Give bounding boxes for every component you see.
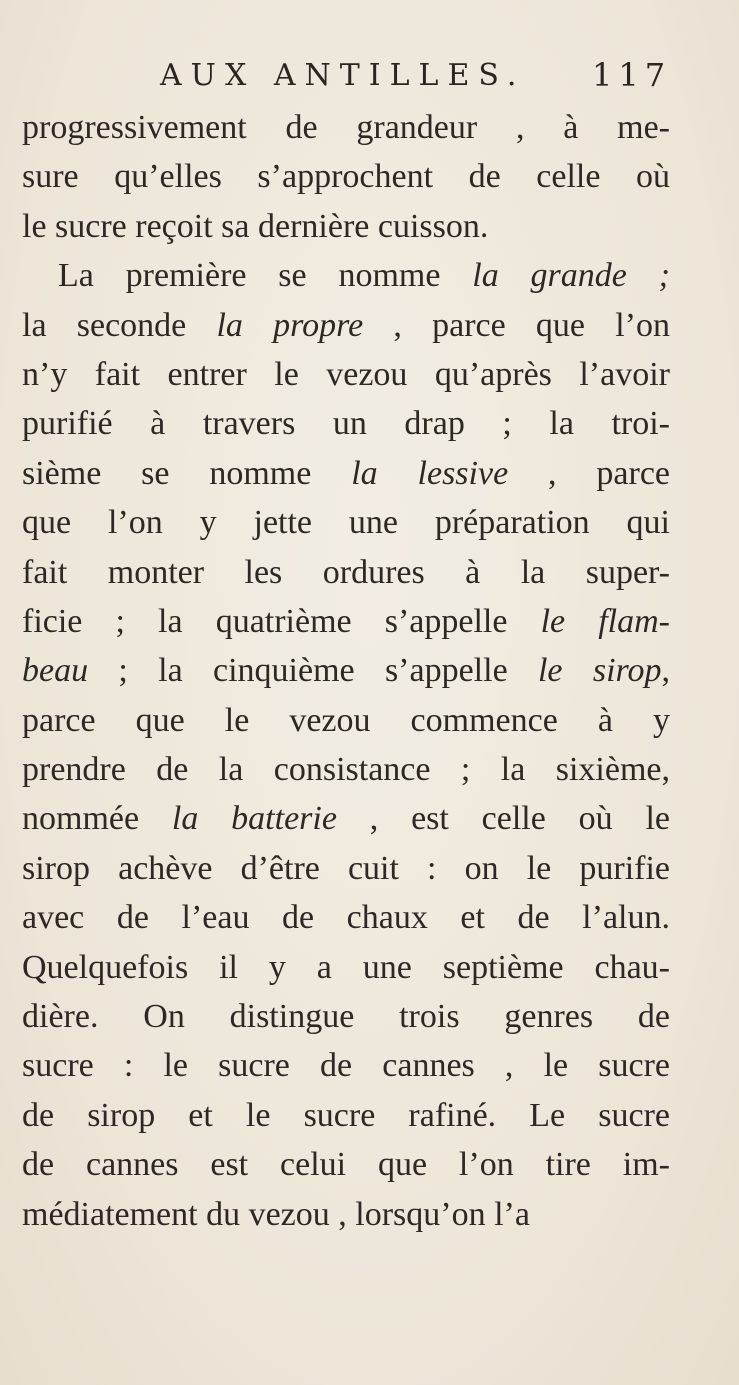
page-number: 117 [592, 56, 672, 94]
text-run: le sucre reçoit sa dernière cuisson. [22, 207, 489, 245]
text-run: avec de l’eau de chaux et de l’alun. [22, 899, 670, 937]
text-line-3 [22, 202, 670, 251]
text-line-23 [22, 1190, 670, 1239]
italic-text: le flam- [540, 602, 670, 640]
text-run: , parce [508, 454, 670, 492]
text-line-22 [22, 1140, 670, 1189]
text-line-14 [22, 745, 670, 794]
text-run: dière. On distingue trois genres de [22, 998, 670, 1036]
text-line-20 [22, 1041, 670, 1090]
text-run: sirop achève d’être cuit : on le purifie [22, 849, 670, 887]
text-line-2 [22, 152, 670, 201]
text-line-9 [22, 498, 670, 547]
text-run: La première se nomme [58, 257, 473, 295]
text-run: ficie ; la quatrième s’appelle [22, 602, 541, 640]
text-line-21 [22, 1091, 670, 1140]
text-line-12 [22, 646, 670, 695]
italic-text: la batterie [171, 800, 337, 838]
text-line-5 [22, 301, 670, 350]
text-line-18 [22, 943, 670, 992]
italic-text: la propre [216, 306, 364, 344]
italic-text: la lessive [351, 454, 509, 492]
text-run: , est celle où le [336, 800, 671, 838]
text-line-7 [22, 399, 670, 448]
page-header [160, 52, 680, 102]
text-line-16 [22, 844, 670, 893]
text-run: ; la cinquième s’appelle [88, 652, 538, 690]
text-run: , [661, 652, 670, 690]
text-run: parce que le vezou commence à y [22, 701, 670, 739]
text-line-13 [22, 696, 670, 745]
text-run: sième se nomme [22, 454, 352, 492]
text-run: progressivement de grandeur , à me- [22, 109, 670, 146]
text-run: purifié à travers un drap ; la troi- [22, 405, 670, 443]
text-run: n’y fait entrer le vezou qu’après l’avoir [22, 355, 670, 393]
text-run: que l’on y jette une préparation qui [22, 504, 670, 542]
text-run: , parce que l’on [363, 306, 670, 344]
text-line-1 [22, 103, 670, 152]
italic-text: beau [22, 652, 89, 690]
text-run: médiatement du vezou , lorsqu’on l’a [22, 1195, 530, 1233]
text-line-15 [22, 794, 670, 843]
text-run: la seconde [22, 306, 217, 344]
running-title: AUX ANTILLES. [160, 58, 526, 93]
text-run: sure qu’elles s’approchent de celle où [22, 158, 670, 196]
text-run: de cannes est celui que l’on tire im- [22, 1146, 670, 1184]
text-line-17 [22, 893, 670, 942]
text-run: sucre : le sucre de cannes , le sucre [22, 1047, 670, 1085]
text-run: de sirop et le sucre rafiné. Le sucre [22, 1096, 670, 1134]
text-line-4 [22, 251, 670, 300]
text-line-19 [22, 992, 670, 1041]
text-run: prendre de la consistance ; la sixième, [22, 751, 670, 789]
text-run: nommée [22, 800, 172, 838]
body-text [22, 103, 670, 1239]
text-line-8 [22, 449, 670, 498]
italic-text: la grande ; [472, 257, 670, 295]
text-run: fait monter les ordures à la super- [22, 553, 670, 591]
text-run: Quelquefois il y a une septième chau- [22, 948, 670, 986]
text-line-10 [22, 548, 670, 597]
text-line-11 [22, 597, 670, 646]
italic-text: le sirop [537, 652, 662, 690]
text-line-6 [22, 350, 670, 399]
